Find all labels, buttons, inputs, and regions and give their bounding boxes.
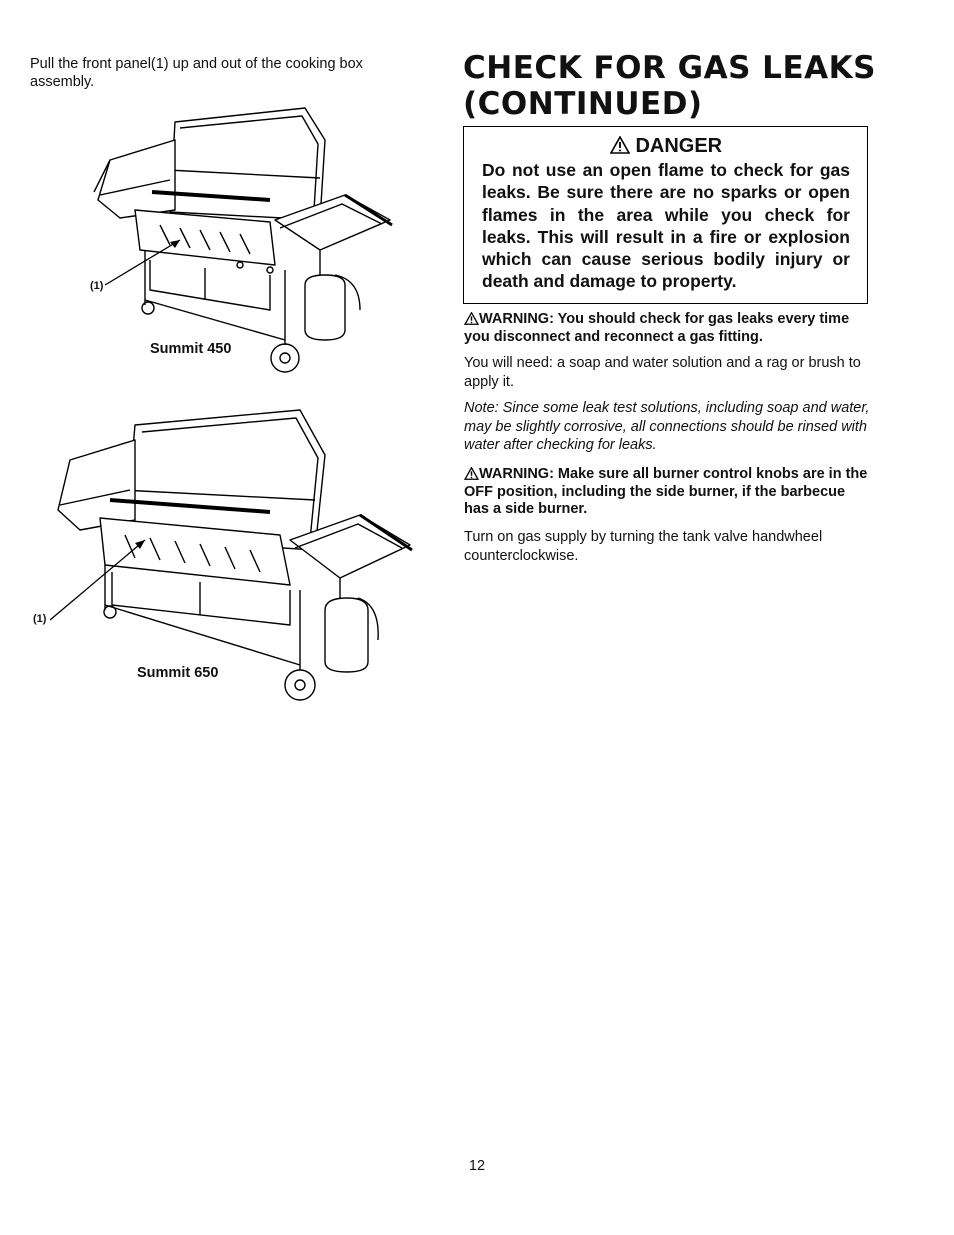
note-text: Note: Since some leak test solutions, including soap and water, may be slightly corrosive, all connections should be rinsed with water after checking for leaks. [464, 400, 870, 453]
heading-line-1: CHECK FOR GAS LEAKS [463, 50, 876, 86]
grill-illustration-450 [80, 100, 420, 385]
danger-title [482, 133, 850, 159]
heading-line-2: (CONTINUED) [463, 86, 703, 122]
figure-450-caption: Summit 450 [150, 341, 232, 357]
warning-triangle-icon [464, 312, 479, 325]
intro-text: Pull the front panel(1) up and out of the cooking box assembly. [30, 56, 363, 90]
page-heading [463, 50, 883, 122]
supplies-text: You will need: a soap and water solution and a rag or brush to apply it. [464, 355, 861, 390]
figure-summit-650 [50, 400, 430, 710]
grill-illustration-650 [50, 400, 430, 710]
figure-650-caption: Summit 650 [137, 665, 219, 681]
danger-body: Do not use an open flame to check for gas leaks. Be sure there are no sparks or open flames in the area while you check for leaks. This will result in a fire or explosion which can cause serious bodily injury or death and damage to property. [482, 160, 850, 292]
figure-summit-450 [80, 100, 420, 385]
danger-box [463, 126, 868, 304]
figure-650-callout: (1) [33, 613, 47, 625]
gas-supply-text: Turn on gas supply by turning the tank valve handwheel counterclockwise. [464, 529, 823, 564]
warning-triangle-icon [464, 467, 479, 480]
warning-1-text: WARNING: You should check for gas leaks every time you disconnect and reconnect a gas fitting. [464, 311, 850, 345]
danger-title-label: DANGER [635, 135, 723, 157]
warning-2 [464, 466, 870, 519]
page-number: 12 [468, 1158, 486, 1174]
warning-2-text: WARNING: Make sure all burner control knobs are in the OFF position, including the side burner, if the barbecue has a side burner. [464, 466, 868, 517]
warning-triangle-icon [610, 136, 630, 154]
warning-1 [464, 311, 870, 346]
figure-450-callout: (1) [90, 280, 104, 292]
